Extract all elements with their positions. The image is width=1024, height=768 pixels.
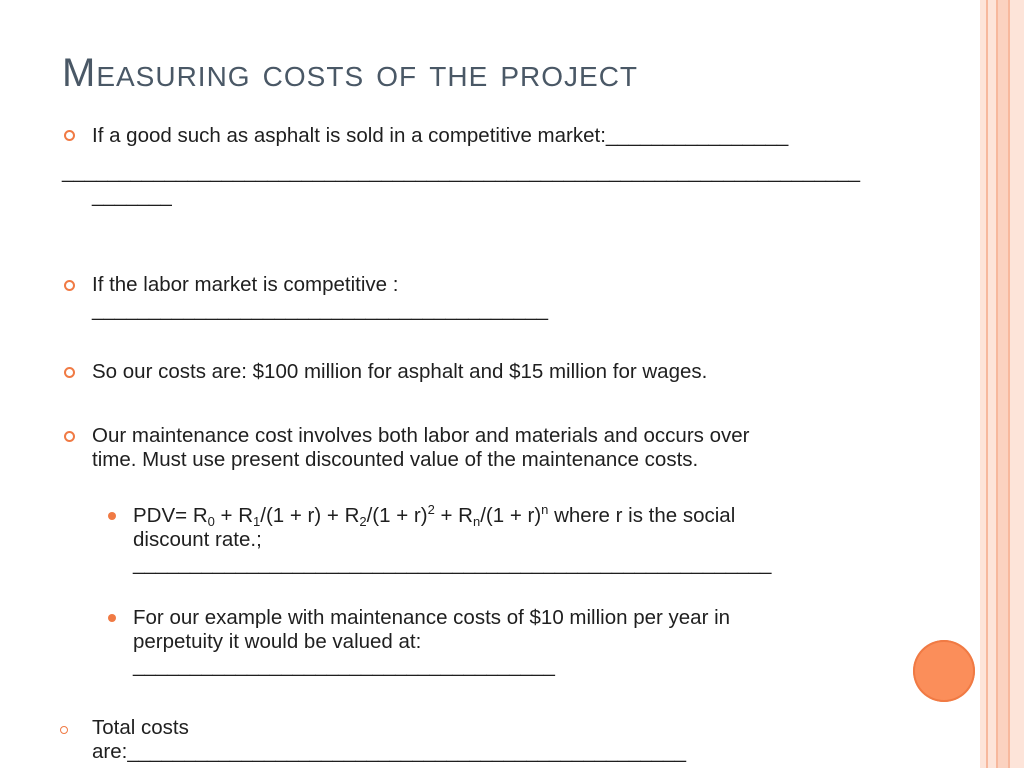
decorative-stripes <box>980 0 1024 768</box>
bullet-maintenance-line1: Our maintenance cost involves both labor and materials and occurs over <box>92 424 750 447</box>
perpetuity-line1: For our example with maintenance costs of $10 million per year in <box>133 606 731 629</box>
bullet-marker-icon <box>60 726 68 734</box>
bullet-asphalt-line1: If a good such as asphalt is sold in a competitive market:________________ <box>92 124 789 147</box>
total-costs-line1: Total costs <box>92 716 189 739</box>
pdv-formula: $PDV= R_0 + R_1/(1 + r) + R_2/(1 + r)^2 + R_n/(1 + r)^n$ where r is the social <box>133 502 736 529</box>
sub-bullet-marker-icon <box>108 512 116 520</box>
pdv-line3: ________________________________________________________ <box>133 552 772 575</box>
bullet-marker-icon <box>64 431 75 442</box>
bullet-costs: So our costs are: $100 million for asphalt and $15 million for wages. <box>92 360 708 383</box>
bullet-labor-line2: ________________________________________ <box>92 298 549 321</box>
bullet-marker-icon <box>64 130 75 141</box>
bullet-marker-icon <box>64 280 75 291</box>
decorative-circle <box>913 640 975 702</box>
bullet-asphalt-line3: _______ <box>92 184 172 207</box>
perpetuity-line3: _____________________________________ <box>133 654 555 677</box>
total-costs-line2: are:_________________________________________________ <box>92 740 686 763</box>
slide-title: Measuring costs of the project <box>62 51 639 95</box>
bullet-maintenance-line2: time. Must use present discounted value of the maintenance costs. <box>92 448 699 471</box>
perpetuity-line2: perpetuity it would be valued at: <box>133 630 422 653</box>
pdv-line2: discount rate.; <box>133 528 262 551</box>
bullet-asphalt-line2: ______________________________________________________________________ <box>62 160 861 183</box>
sub-bullet-marker-icon <box>108 614 116 622</box>
bullet-marker-icon <box>64 367 75 378</box>
bullet-labor-line1: If the labor market is competitive : <box>92 273 399 296</box>
